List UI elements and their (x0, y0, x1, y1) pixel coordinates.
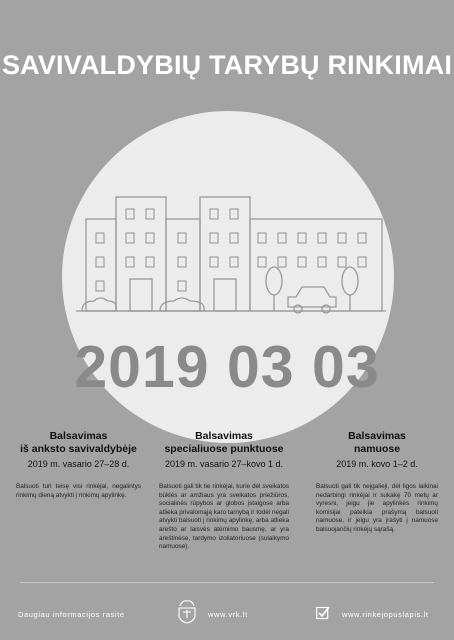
column-text: Balsuoti turi teisę visi rinkėjai, negalintys rinkimų dieną atvykti į rinkimų apylinkę. (16, 483, 141, 499)
poster-title: SAVIVALDYBIŲ TARYBŲ RINKIMAI (1, 50, 453, 80)
column-text: Balsuoti gali tik neįgalieji, dėl ligos laikinai nedarbingi rinkėjai ir sukakę 70 metų ar vyresni, jeigu jie apylinkės rinkimų komisijai pateikia prašymą balsuoti namuose, ir jeigu yra įrašyti į namuose balsuojančių rinkėjų sąrašą. (316, 483, 438, 533)
bush-icon (82, 298, 116, 311)
heading-line-1: Balsavimas (348, 430, 406, 442)
crest-icon (176, 598, 198, 624)
tree-icon (266, 267, 282, 311)
building-tall-2 (200, 197, 250, 311)
column-dates: 2019 m. kovo 1–2 d. (336, 459, 418, 469)
footer-info-label: Daugiau informacijos rasite (18, 610, 125, 619)
column-dates: 2019 m. vasario 27–kovo 1 d. (164, 459, 284, 469)
tree-icon (342, 267, 358, 311)
footer-divider (20, 582, 434, 583)
checkbox-icon (316, 606, 330, 620)
heading-line-2: namuose (353, 442, 401, 455)
heading-line-1: Balsavimas (49, 430, 108, 442)
column-dates: 2019 m. vasario 27–28 d. (27, 459, 130, 469)
heading-line-1: Balsavimas (195, 430, 253, 442)
footer-link-voter-page[interactable]: www.rinkejopuslapis.lt (342, 610, 429, 619)
door (130, 279, 152, 311)
heading-line-2: iš anksto savivaldybėje (20, 442, 137, 455)
election-date: 2019 03 03 (74, 334, 380, 400)
column-heading (316, 430, 438, 455)
column-home-voting (316, 430, 438, 535)
building-tall-1 (116, 197, 166, 311)
column-advance-voting (16, 430, 141, 500)
column-special-points (159, 430, 289, 552)
column-heading (16, 430, 141, 455)
door (214, 279, 236, 311)
car-icon (288, 287, 336, 313)
column-heading (159, 430, 289, 455)
column-text: Balsuoti gali tik tie rinkėjai, kurie dėl sveikatos būklės ar amžiaus yra sveikatos priežiūros, socialinės rūpybos ar globos įstaigose arba atlieka privalomąją karo tarnybą ir todėl negali atvykti balsuoti į rinkimų apylinkę, arba atlieka arešto ar laisvės atėmimo bausmę, ar yra areštinėse, tardymo izoliatoriuose (sulaikymo namuose). (159, 483, 290, 551)
heading-line-2: specialiuose punktuose (164, 442, 284, 455)
footer-link-vrk[interactable]: www.vrk.lt (208, 610, 248, 619)
